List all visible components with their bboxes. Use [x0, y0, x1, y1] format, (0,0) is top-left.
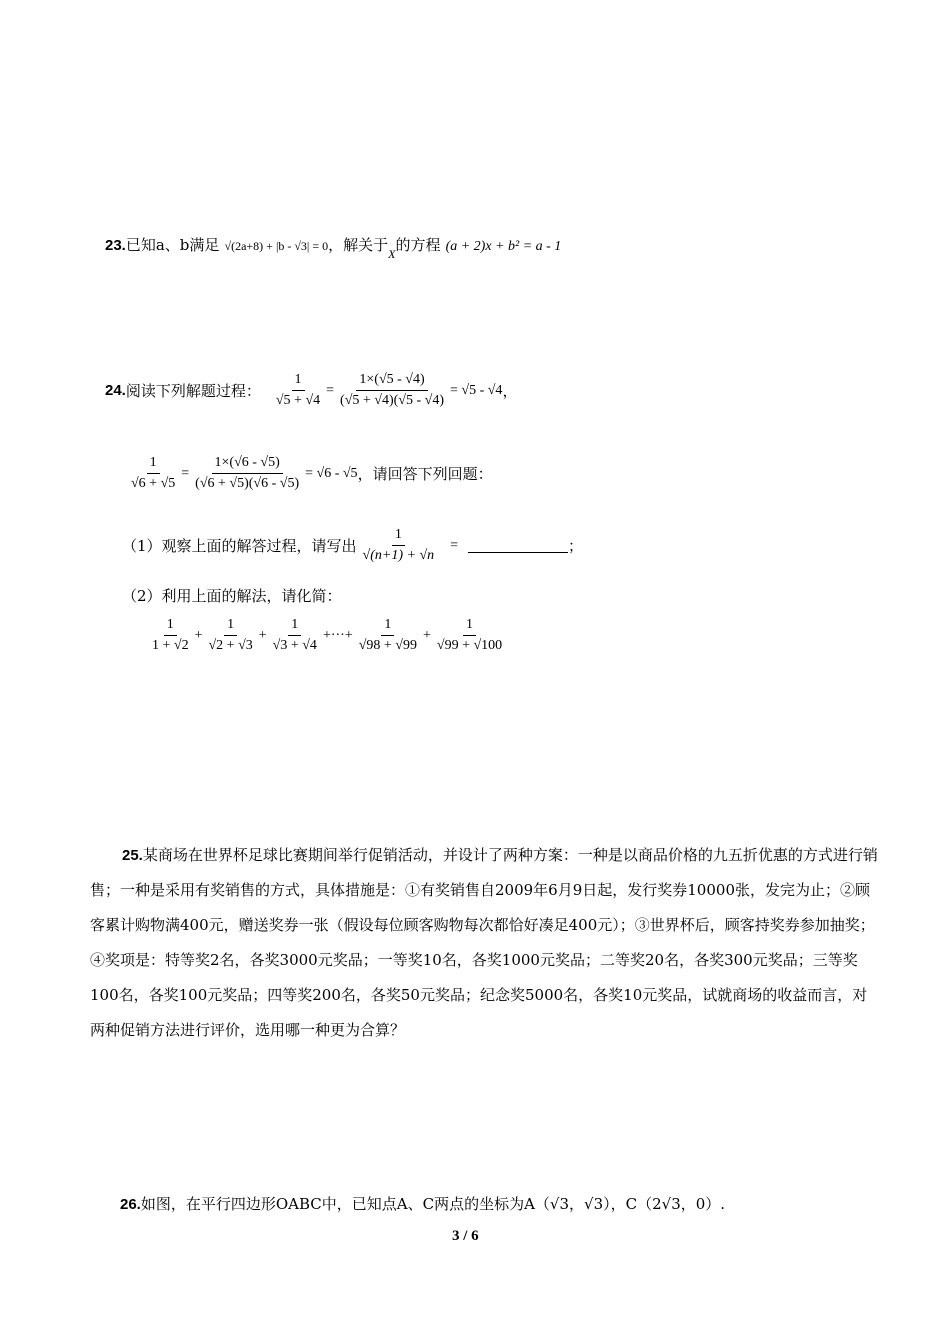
question-24-line-1: 24. 阅读下列解题过程： $\frac{1}{√5 + √4}$ = $\frac{1\times(√5 - √4)}{(√5 + √4)(√5 - √4)}$ = √5 - √4 ，	[105, 372, 518, 408]
numerator: 1	[463, 617, 476, 636]
question-text: ，请回答下列回题：	[357, 465, 493, 483]
plus-sign: +	[422, 627, 431, 643]
answer-blank[interactable]	[468, 538, 568, 553]
fraction	[360, 527, 438, 564]
page-number: 3 / 6	[452, 1228, 479, 1244]
numerator: 1	[392, 527, 405, 546]
condition-formula: √(2a+8) + |b - √3| = 0	[224, 239, 329, 253]
plus-sign: +	[194, 627, 203, 643]
denominator: √6 + √5	[131, 476, 176, 491]
equals-sign: =	[450, 537, 459, 553]
numerator: 1	[381, 617, 394, 636]
numerator: 1	[292, 372, 305, 391]
denominator: 1 + √2	[152, 638, 189, 653]
numerator: 1	[147, 455, 160, 474]
numerator: 1	[288, 617, 301, 636]
question-number: 26.	[120, 1196, 141, 1213]
question-25	[90, 838, 880, 1048]
punctuation: ，	[502, 382, 518, 400]
denominator: (√6 + √5)(√6 - √5)	[195, 476, 300, 491]
fraction	[356, 617, 420, 654]
denominator: √5 + √4	[275, 393, 321, 408]
fraction	[206, 617, 256, 654]
result: = √6 - √5	[305, 465, 358, 481]
question-24-part-1	[122, 527, 583, 564]
numerator: 1×(√5 - √4)	[356, 372, 427, 391]
equation-formula: (a + 2)x + b² = a - 1	[445, 239, 562, 254]
punctuation: ；	[568, 537, 584, 555]
fraction	[273, 372, 323, 409]
simplify-expression	[146, 617, 508, 654]
fraction	[192, 455, 302, 492]
question-26	[120, 1193, 725, 1214]
question-number: 24.	[105, 382, 126, 399]
numerator: 1×(√6 - √5)	[212, 455, 283, 474]
denominator: √99 + √100	[436, 638, 503, 653]
question-text: 阅读下列解题过程：	[125, 382, 261, 400]
denominator: √(n+1) + √n	[362, 548, 435, 563]
fraction	[149, 617, 192, 654]
question-number: 25.	[122, 847, 143, 864]
denominator: (√5 + √4)(√5 - √4)	[340, 393, 444, 408]
question-text: 已知a、b满足	[125, 236, 220, 254]
ellipsis: +···+	[322, 627, 353, 643]
question-number: 23.	[105, 237, 126, 254]
question-text: 如图，在平行四边形OABC中，已知点A、C两点的坐标为A（√3，√3），C（2√3，0）.	[140, 1195, 726, 1213]
variable-x: X	[388, 247, 396, 261]
denominator: √3 + √4	[272, 638, 317, 653]
part-label: （1）观察上面的解答过程，请写出	[122, 537, 357, 555]
numerator: 1	[224, 617, 237, 636]
fraction	[337, 372, 447, 409]
fraction	[434, 617, 505, 654]
denominator: √2 + √3	[208, 638, 253, 653]
question-text: 某商场在世界杯足球比赛期间举行促销活动，并设计了两种方案：一种是以商品价格的九五折优惠的方式进行销售；一种是采用有奖销售的方式，具体措施是：①有奖销售自2009年6月9日起，发行奖券10000张，发完为止；②顾客累计购物满400元，赠送奖券一张（假设每位顾客购物每次都恰好凑足400元）；③世界杯后，顾客持奖券参加抽奖；④奖项是：特等奖2名，各奖3000元奖品；一等奖10名，各奖1000元奖品；二等奖20名，各奖300元奖品；三等奖100名，各奖100元奖品；四等奖200名，各奖50元奖品；纪念奖5000名，各奖10元奖品，试就商场的收益而言，对两种促销方法进行评价，选用哪一种更为合算？	[90, 846, 878, 1039]
question-24-part-2: （2）利用上面的解法，请化简：	[122, 587, 342, 605]
question-text: ，解关于	[328, 236, 389, 254]
numerator: 1	[164, 617, 177, 636]
fraction	[270, 617, 320, 654]
plus-sign: +	[258, 627, 267, 643]
denominator: √98 + √99	[358, 638, 417, 653]
question-23	[105, 234, 562, 261]
result: = √5 - √4	[450, 382, 503, 398]
question-text: 的方程	[395, 236, 441, 254]
question-24-line-2: $\frac{1}{√6 + √5}$ = $\frac{1\times(√6 - √5)}{(√6 + √5)(√6 - √5)}$ = √6 - √5 ，请回答下列回题：	[125, 455, 493, 492]
fraction	[128, 455, 178, 492]
